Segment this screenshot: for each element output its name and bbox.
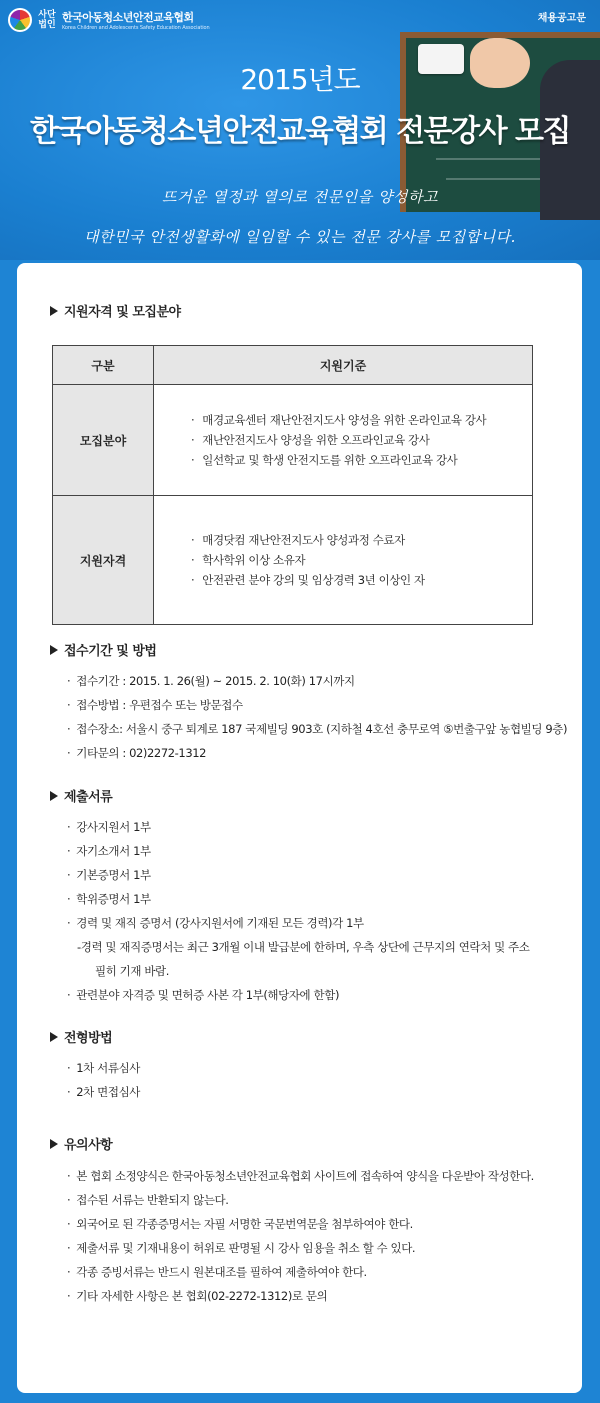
- selection-list: [67, 1056, 140, 1104]
- documents-note-continued: 필히 기재 바람.: [95, 964, 170, 978]
- section-heading-application: 접수기간 및 방법: [50, 640, 156, 659]
- logo-icon: [8, 8, 32, 32]
- list-item: · 일선학교 및 학생 안전지도를 위한 오프라인교육 강사: [191, 450, 531, 470]
- list-item: · 기타문의 : 02)2272-1312: [67, 746, 207, 760]
- logo-english-name: Korea Children and Adolescents Safety Education Association: [62, 25, 210, 31]
- list-item: · 접수된 서류는 반환되지 않는다.: [67, 1193, 229, 1207]
- org-logo[interactable]: [8, 8, 210, 32]
- documents-list: [67, 815, 529, 1007]
- list-item: · 경력 및 재직 증명서 (강사지원서에 기재된 모든 경력)각 1부: [67, 916, 364, 930]
- list-item: · 2차 면접심사: [67, 1085, 140, 1099]
- slogan-line-2: 대한민국 안전생활화에 일임할 수 있는 전문 강사를 모집합니다.: [84, 228, 516, 246]
- list-item: · 기타 자세한 사항은 본 협회(02-2272-1312)로 문의: [67, 1289, 328, 1303]
- list-item: · 외국어로 된 각종증명서는 자필 서명한 국문번역문을 첨부하여야 한다.: [67, 1217, 413, 1231]
- list-item: · 자기소개서 1부: [67, 844, 151, 858]
- list-item: · 강사지원서 1부: [67, 820, 151, 834]
- row-label: 모집분야: [53, 385, 154, 496]
- list-item: · 관련분야 자격증 및 면허증 사본 각 1부(해당자에 한함): [67, 988, 340, 1002]
- triangle-bullet-icon: [50, 1139, 58, 1149]
- requirements-table: [52, 345, 533, 625]
- list-item: · 본 협회 소정양식은 한국아동청소년안전교육협회 사이트에 접속하여 양식을 다운받아 작성한다.: [67, 1169, 534, 1183]
- list-item: · 안전관련 분야 강의 및 임상경력 3년 이상인 자: [191, 570, 531, 590]
- hero-banner: [0, 0, 600, 260]
- logo-prefix: 사단 법인: [38, 10, 56, 30]
- list-item: · 재난안전지도사 양성을 위한 오프라인교육 강사: [191, 430, 531, 450]
- list-item: · 1차 서류심사: [67, 1061, 140, 1075]
- triangle-bullet-icon: [50, 306, 58, 316]
- list-item: · 기본증명서 1부: [67, 868, 151, 882]
- table-header-criteria: 지원기준: [154, 346, 533, 385]
- triangle-bullet-icon: [50, 1032, 58, 1042]
- section-heading-selection: 전형방법: [50, 1027, 112, 1046]
- table-row: [53, 385, 533, 496]
- list-item: · 학위증명서 1부: [67, 892, 151, 906]
- triangle-bullet-icon: [50, 791, 58, 801]
- list-item: · 각종 증빙서류는 반드시 원본대조를 필하여 제출하여야 한다.: [67, 1265, 367, 1279]
- recruitment-notice-link[interactable]: 채용공고문: [537, 13, 586, 24]
- list-item: · 접수기간 : 2015. 1. 26(월) ~ 2015. 2. 10(화) 17시까지: [67, 674, 355, 688]
- slogan-line-1: 뜨거운 열정과 열의로 전문인을 양성하고: [162, 188, 438, 206]
- list-item: · 제출서류 및 기재내용이 허위로 판명될 시 강사 임용을 취소 할 수 있다.: [67, 1241, 416, 1255]
- year-heading: 2015년도: [240, 63, 360, 96]
- section-heading-documents: 제출서류: [50, 786, 112, 805]
- list-item: · 매경교육센터 재난안전지도사 양성을 위한 온라인교육 강사: [191, 410, 531, 430]
- table-header-category: 구분: [53, 346, 154, 385]
- list-item: · 학사학위 이상 소유자: [191, 550, 531, 570]
- row-label: 지원자격: [53, 496, 154, 625]
- page-title: 한국아동청소년안전교육협회 전문강사 모집: [29, 114, 570, 149]
- section-heading-qualification: 지원자격 및 모집분야: [50, 301, 181, 320]
- list-item: · 접수방법 : 우편접수 또는 방문접수: [67, 698, 243, 712]
- application-list: [67, 669, 567, 765]
- list-item: · 접수장소: 서울시 중구 퇴계로 187 국제빌딩 903호 (지하철 4호선 충무로역 ⑤번출구앞 농협빌딩 9층): [67, 722, 568, 736]
- logo-name: 한국아동청소년안전교육협회: [62, 11, 194, 24]
- section-heading-notes: 유의사항: [50, 1134, 112, 1153]
- table-row: [53, 496, 533, 625]
- list-item: · 매경닷컴 재난안전지도사 양성과정 수료자: [191, 530, 531, 550]
- documents-note: -경력 및 재직증명서는 최근 3개월 이내 발급분에 한하며, 우측 상단에 근무지의 연락처 및 주소: [77, 940, 530, 954]
- notes-list: [67, 1164, 534, 1308]
- triangle-bullet-icon: [50, 645, 58, 655]
- notice-card: [17, 263, 582, 1393]
